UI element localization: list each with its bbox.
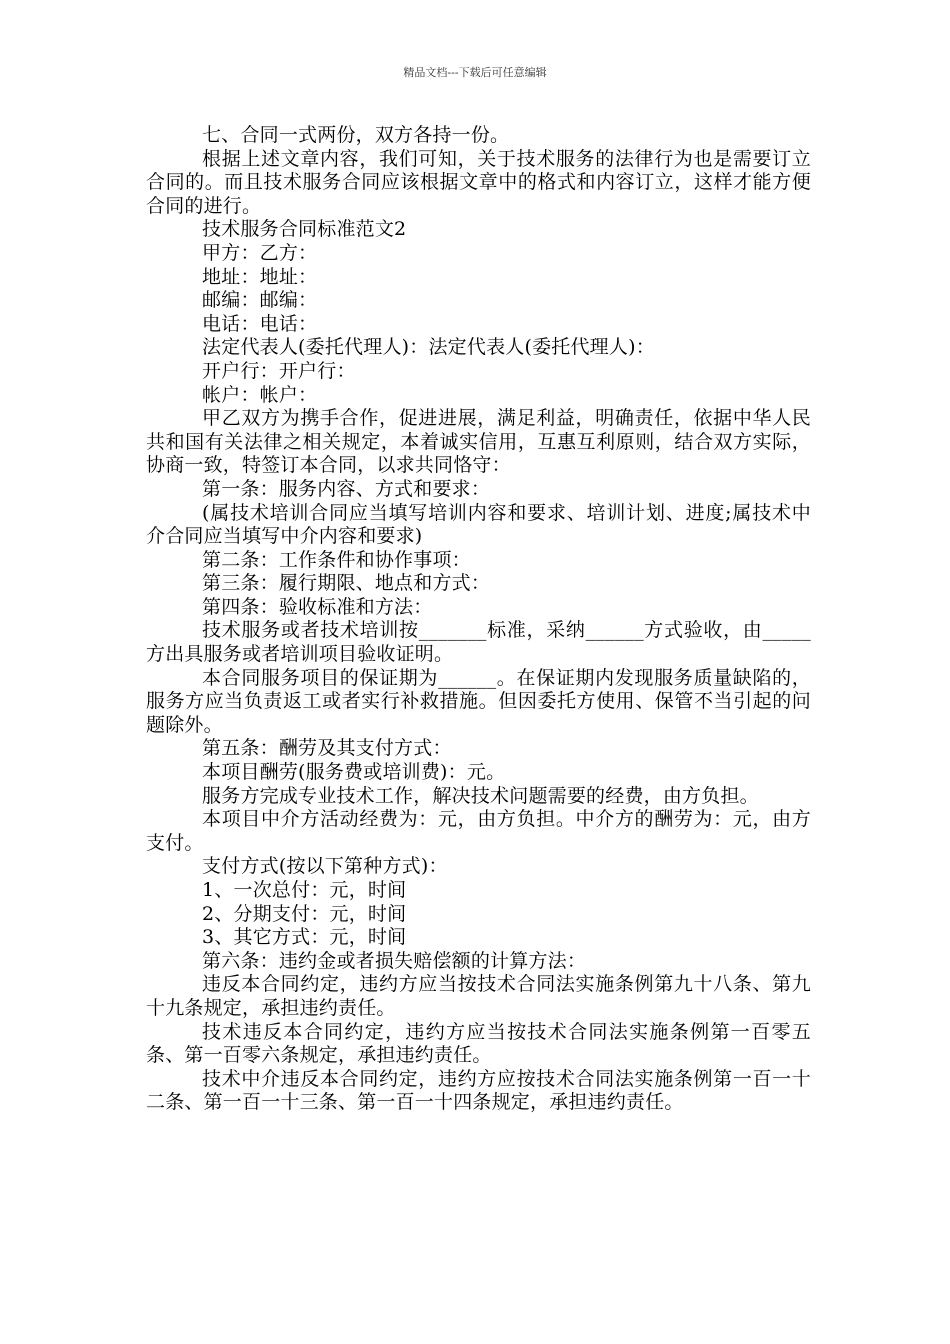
paragraph: 地址：地址： <box>202 265 318 288</box>
paragraph: 本项目酬劳(服务费或培训费)：元。 <box>202 761 506 784</box>
paragraph: 第六条：违约金或者损失赔偿额的计算方法： <box>202 949 587 972</box>
paragraph: (属技术培训合同应当填写培训内容和要求、培训计划、进度;属技术中介合同应当填写中介内容和要求) <box>146 501 811 548</box>
page-header: 精品文档---下载后可任意编辑 <box>403 66 547 79</box>
paragraph: 第二条：工作条件和协作事项： <box>202 548 471 571</box>
paragraph: 法定代表人(委托代理人)：法定代表人(委托代理人)： <box>202 336 655 359</box>
paragraph: 甲乙双方为携手合作，促进进展，满足利益，明确责任，依据中华人民共和国有关法律之相关规定，本着诚实信用，互惠互利原则，结合双方实际，协商一致，特签订本合同，以求共同恪守： <box>146 407 811 477</box>
paragraph: 技术服务合同标准范文2 <box>202 218 407 241</box>
paragraph: 技术中介违反本合同约定，违约方应按技术合同法实施条例第一百一十二条、第一百一十三条、第一百一十四条规定，承担违约责任。 <box>146 1067 811 1114</box>
paragraph: 电话：电话： <box>202 312 318 335</box>
paragraph: 违反本合同约定，违约方应当按技术合同法实施条例第九十八条、第九十九条规定，承担违约责任。 <box>146 973 811 1019</box>
paragraph: 第三条：履行期限、地点和方式： <box>202 572 491 595</box>
paragraph: 第一条：服务内容、方式和要求： <box>202 477 491 500</box>
paragraph: 根据上述文章内容，我们可知，关于技术服务的法律行为也是需要订立合同的。而且技术服务合同应该根据文章中的格式和内容订立，这样才能方便合同的进行。 <box>146 147 811 217</box>
paragraph: 3、其它方式：元，时间 <box>202 926 407 949</box>
paragraph: 第五条：酬劳及其支付方式： <box>202 737 452 760</box>
paragraph: 邮编：邮编： <box>202 289 318 312</box>
document-body <box>146 124 811 1115</box>
paragraph: 服务方完成专业技术工作，解决技术问题需要的经费，由方负担。 <box>202 784 759 807</box>
paragraph: 帐户：帐户： <box>202 383 318 406</box>
paragraph: 七、合同一式两份，双方各持一份。 <box>202 124 510 146</box>
paragraph: 支付方式(按以下第种方式)： <box>202 855 448 878</box>
paragraph: 本合同服务项目的保证期为______。在保证期内发现服务质量缺陷的，服务方应当负责返工或者实行补救措施。但因委托方使用、保管不当引起的问题除外。 <box>146 666 811 736</box>
paragraph: 开户行：开户行： <box>202 359 356 382</box>
paragraph: 2、分期支付：元，时间 <box>202 902 407 925</box>
paragraph: 1、一次总付：元，时间 <box>202 879 407 901</box>
paragraph: 甲方：乙方： <box>202 241 318 264</box>
paragraph: 技术违反本合同约定，违约方应当按技术合同法实施条例第一百零五条、第一百零六条规定，承担违约责任。 <box>146 1020 811 1067</box>
paragraph: 技术服务或者技术培训按_______标准，采纳______方式验收，由_____方出具服务或者培训项目验收证明。 <box>146 619 811 666</box>
paragraph: 本项目中介方活动经费为：元，由方负担。中介方的酬劳为：元，由方支付。 <box>146 808 811 854</box>
paragraph: 第四条：验收标准和方法： <box>202 595 433 618</box>
